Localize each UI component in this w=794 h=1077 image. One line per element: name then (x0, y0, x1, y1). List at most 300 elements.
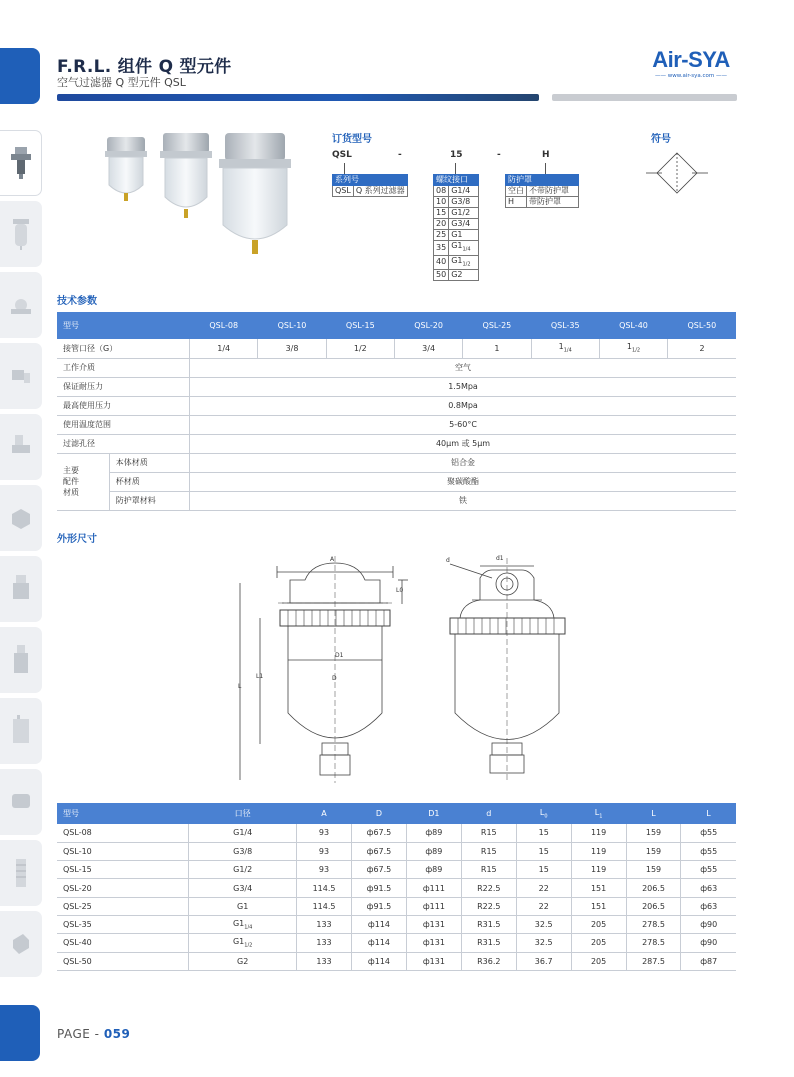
filter-icon (9, 216, 33, 252)
cell-main: QSL-15 (63, 865, 92, 875)
cell-main: 133 (316, 938, 332, 948)
category-tab-accessory[interactable] (0, 911, 42, 977)
spec-material-row (57, 472, 736, 491)
spec-row (57, 434, 736, 453)
table-cell (297, 897, 352, 915)
table-cell (297, 934, 352, 952)
table-cell (189, 842, 297, 860)
page-number-value: 059 (103, 1027, 131, 1041)
cell-main: ф111 (422, 883, 445, 893)
category-tab-manifold[interactable] (0, 485, 42, 551)
spec-row-label: 最高使用压力 (57, 396, 190, 415)
table-cell (681, 861, 736, 879)
table-cell (681, 915, 736, 933)
cell-main: ф87 (700, 956, 718, 966)
table-cell (406, 861, 461, 879)
spec-port (463, 339, 531, 358)
table-cell (571, 879, 626, 897)
table-cell (681, 897, 736, 915)
label-D: D (332, 675, 337, 682)
spec-port (599, 339, 667, 358)
cell-main: ф89 (425, 865, 443, 875)
cell-main: 119 (590, 865, 607, 875)
table-cell (351, 861, 406, 879)
table-cell (516, 915, 571, 933)
spec-row-value: 空气 (190, 358, 736, 377)
guard-table (505, 174, 579, 208)
cell-main: ф91.5 (366, 901, 392, 911)
spec-port-label: 接管口径（G） (57, 339, 190, 358)
front-view-drawing (240, 556, 408, 783)
thread-size (449, 241, 479, 256)
material-value: 铁 (190, 491, 736, 510)
category-tab-filter[interactable] (0, 201, 42, 267)
cell-main: ф111 (422, 901, 445, 911)
table-cell (516, 861, 571, 879)
page-subtitle: 空气过滤器 Q 型元件 QSL (57, 76, 186, 89)
thread-code: 15 (434, 208, 449, 219)
table-cell (406, 952, 461, 970)
spec-model: QSL-10 (258, 312, 326, 339)
series-desc: Q 系列过滤器 (353, 186, 407, 197)
column-main: L (706, 809, 711, 818)
cell-main: QSL-40 (63, 938, 92, 948)
table-cell (571, 952, 626, 970)
cell-main: R22.5 (477, 883, 501, 893)
cell-sub: 1/2 (244, 942, 253, 949)
table-cell (626, 915, 681, 933)
gauge-icon (9, 287, 33, 323)
cell-main: R31.5 (477, 920, 501, 930)
manifold-icon (9, 500, 33, 536)
thread-code: 35 (434, 241, 449, 256)
cell-main: ф91.5 (366, 883, 392, 893)
dimension-header-row (57, 803, 736, 824)
dimension-column-header (516, 803, 571, 824)
column-main: L (651, 809, 656, 818)
spec-row-label: 使用温度范围 (57, 415, 190, 434)
cell-main: G1 (232, 937, 245, 947)
table-cell (57, 934, 189, 952)
ordering-heading: 订货型号 (332, 134, 372, 145)
table-cell (516, 934, 571, 952)
cell-main: G1/2 (233, 865, 253, 875)
cell-main: ф90 (700, 920, 718, 930)
label-D1: D1 (335, 652, 344, 659)
category-tab-cylinder[interactable] (0, 556, 42, 622)
silencer-icon (9, 855, 33, 891)
table-cell (516, 897, 571, 915)
thread-header: 螺纹接口 (434, 175, 479, 186)
thread-size: G1/2 (449, 208, 479, 219)
port-main: 1/4 (217, 343, 231, 353)
table-cell (297, 915, 352, 933)
side-view-drawing (450, 558, 565, 780)
category-tab-valve[interactable] (0, 414, 42, 480)
table-cell (297, 879, 352, 897)
cell-main: 159 (645, 828, 662, 838)
sidebar-bottom-marker (0, 1005, 40, 1061)
dimension-table (57, 803, 736, 971)
cell-main: QSL-35 (63, 920, 92, 930)
table-row (57, 915, 736, 933)
dimensions-heading: 外形尺寸 (57, 534, 97, 545)
cell-main: 22 (538, 901, 549, 911)
cell-main: G3/4 (233, 883, 253, 893)
spec-port (258, 339, 326, 358)
filter-regulator-icon (9, 145, 33, 181)
cell-main: ф114 (367, 956, 390, 966)
cell-main: ф90 (700, 938, 718, 948)
label-d: d (446, 557, 450, 564)
cell-main: R31.5 (477, 938, 501, 948)
thread-size: G3/8 (449, 197, 479, 208)
cell-main: ф114 (367, 920, 390, 930)
series-header: 系列号 (333, 175, 408, 186)
table-cell (516, 952, 571, 970)
category-tab-filter-regulator[interactable] (0, 130, 42, 196)
spec-port (326, 339, 394, 358)
column-main: 口径 (234, 809, 251, 818)
series-table (332, 174, 408, 197)
table-cell (461, 861, 516, 879)
column-main: d (486, 809, 492, 818)
guard-code: 空白 (506, 186, 527, 197)
cell-main: ф67.5 (366, 865, 392, 875)
code-series: QSL (332, 150, 352, 160)
thread-size-sub: 1/2 (462, 261, 471, 268)
table-cell (571, 842, 626, 860)
spec-row-value: 40μm 或 5μm (190, 434, 736, 453)
page-prefix: PAGE - (57, 1027, 104, 1041)
cell-main: 32.5 (534, 938, 553, 948)
thread-size-main: G1 (451, 241, 463, 250)
page-number (57, 1027, 130, 1041)
material-group-line: 材质 (63, 488, 79, 497)
cell-main: 278.5 (642, 920, 665, 930)
dimension-drawing (230, 548, 590, 788)
column-main: 型号 (63, 809, 79, 818)
table-cell (406, 824, 461, 842)
spec-model: QSL-50 (668, 312, 736, 339)
cell-main: 15 (538, 846, 549, 856)
brand-url: —— www.air-sya.com —— (654, 73, 727, 79)
spec-model: QSL-35 (531, 312, 599, 339)
series-code: QSL (333, 186, 354, 197)
cell-main: 278.5 (642, 938, 665, 948)
actuator-icon (9, 713, 33, 749)
spec-row-value: 0.8Mpa (190, 396, 736, 415)
spec-port-row (57, 339, 736, 358)
cell-main: 205 (590, 920, 607, 930)
cell-main: G1/4 (233, 828, 253, 838)
accessory-icon (9, 926, 33, 962)
table-cell (189, 824, 297, 842)
table-cell (461, 897, 516, 915)
guard-desc: 不带防护罩 (527, 186, 579, 197)
table-cell (189, 897, 297, 915)
spec-model: QSL-20 (394, 312, 462, 339)
category-tab-solenoid[interactable] (0, 627, 42, 693)
table-cell (571, 934, 626, 952)
table-cell (57, 842, 189, 860)
cell-main: ф114 (367, 938, 390, 948)
thread-size: G2 (449, 270, 479, 281)
code-connector (455, 163, 456, 174)
cell-main: 119 (590, 846, 607, 856)
spec-row-label: 工作介质 (57, 358, 190, 377)
guard-desc: 带防护罩 (527, 197, 579, 208)
spec-header-row (57, 312, 736, 339)
port-main: 1 (626, 342, 633, 352)
sidebar-top-marker (0, 48, 40, 104)
code-dash-2: - (497, 150, 501, 160)
label-L0: L0 (396, 587, 404, 594)
cell-main: ф131 (422, 956, 445, 966)
table-cell (57, 824, 189, 842)
table-cell (406, 879, 461, 897)
column-sub: 0 (544, 813, 548, 820)
cell-main: 93 (318, 828, 330, 838)
cell-main: 151 (590, 901, 607, 911)
dimension-table-body (57, 824, 736, 970)
thread-size (449, 255, 479, 270)
cell-main: 114.5 (312, 883, 336, 893)
table-row (57, 824, 736, 842)
brand-name: Air-SYA (652, 47, 730, 72)
table-cell (57, 897, 189, 915)
thread-size: G1/4 (449, 186, 479, 197)
table-cell (189, 879, 297, 897)
thread-code: 25 (434, 230, 449, 241)
cell-main: 15 (538, 865, 549, 875)
spec-port (394, 339, 462, 358)
spec-material-row (57, 491, 736, 510)
column-main: L (594, 807, 600, 817)
cell-main: 133 (316, 956, 332, 966)
thread-code: 20 (434, 219, 449, 230)
table-cell (681, 842, 736, 860)
table-cell (681, 952, 736, 970)
category-tab-gauge[interactable] (0, 272, 42, 338)
column-main: A (321, 809, 327, 818)
table-cell (406, 842, 461, 860)
cell-main: ф89 (425, 828, 443, 838)
table-cell (626, 897, 681, 915)
cell-main: ф131 (422, 920, 445, 930)
table-cell (681, 824, 736, 842)
table-cell (297, 842, 352, 860)
table-cell (351, 934, 406, 952)
table-cell (406, 915, 461, 933)
thread-size-main: G1 (451, 255, 463, 265)
category-tab-silencer[interactable] (0, 840, 42, 906)
cell-main: 114.5 (312, 901, 336, 911)
spec-row (57, 415, 736, 434)
cell-main: QSL-20 (63, 883, 92, 893)
product-photos (95, 125, 325, 275)
thread-code: 50 (434, 270, 449, 281)
label-L: L (238, 683, 242, 690)
table-cell (626, 934, 681, 952)
table-cell (57, 861, 189, 879)
cell-main: ф55 (700, 865, 718, 875)
table-cell (351, 952, 406, 970)
spec-row-value: 5-60°C (190, 415, 736, 434)
spec-model: QSL-40 (599, 312, 667, 339)
column-main: L (539, 807, 545, 817)
material-label: 防护罩材料 (109, 491, 189, 510)
spec-row-value: 1.5Mpa (190, 377, 736, 396)
table-cell (297, 952, 352, 970)
cell-main: QSL-08 (63, 828, 92, 838)
brand-logo (645, 47, 737, 79)
table-row (57, 934, 736, 952)
cell-main: 93 (318, 846, 330, 856)
cell-main: R36.2 (477, 956, 501, 966)
thread-size-sub: 1/4 (462, 246, 471, 253)
filter-small-photo (105, 137, 147, 201)
cell-main: ф63 (700, 883, 718, 893)
guard-header: 防护罩 (506, 175, 579, 186)
column-main: D1 (428, 809, 440, 818)
category-tab-actuator[interactable] (0, 698, 42, 764)
cell-main: R15 (480, 846, 497, 856)
cell-main: 159 (645, 846, 662, 856)
table-cell (406, 934, 461, 952)
header-bar-gray (552, 94, 737, 101)
table-cell (516, 824, 571, 842)
label-d1: d1 (496, 555, 504, 562)
spec-row-label: 过滤孔径 (57, 434, 190, 453)
table-cell (516, 879, 571, 897)
cell-main: ф67.5 (366, 828, 392, 838)
table-cell (461, 824, 516, 842)
table-cell (351, 915, 406, 933)
material-label: 杯材质 (109, 472, 189, 491)
cell-main: 22 (538, 883, 549, 893)
cell-main: 205 (590, 938, 607, 948)
table-cell (351, 842, 406, 860)
spec-row (57, 358, 736, 377)
fitting-icon (9, 358, 33, 394)
cell-main: 15 (538, 828, 549, 838)
table-cell (57, 879, 189, 897)
cell-main: QSL-50 (63, 956, 92, 966)
cell-main: R15 (480, 865, 497, 875)
dimension-column-header (626, 803, 681, 824)
material-group-line: 配件 (63, 477, 79, 486)
table-cell (681, 934, 736, 952)
table-cell (297, 824, 352, 842)
table-cell (626, 879, 681, 897)
page-title: F.R.L. 组件 Q 型元件 (57, 57, 232, 77)
category-tab-fitting[interactable] (0, 343, 42, 409)
table-cell (57, 952, 189, 970)
spec-port (190, 339, 258, 358)
column-sub: 1 (599, 813, 603, 820)
cell-main: ф131 (422, 938, 445, 948)
table-cell (189, 861, 297, 879)
slide-icon (9, 784, 33, 820)
cell-main: 36.7 (534, 956, 553, 966)
specs-heading: 技术参数 (57, 296, 97, 307)
table-cell (626, 824, 681, 842)
table-row (57, 879, 736, 897)
cell-main: 32.5 (534, 920, 553, 930)
table-cell (57, 915, 189, 933)
cell-main: 205 (590, 956, 607, 966)
table-cell (297, 861, 352, 879)
dimension-column-header (571, 803, 626, 824)
filter-symbol-icon (646, 150, 708, 196)
table-cell (626, 842, 681, 860)
material-value: 铝合金 (190, 453, 736, 472)
table-row (57, 897, 736, 915)
table-cell (571, 861, 626, 879)
table-cell (571, 897, 626, 915)
cell-main: 151 (590, 883, 607, 893)
table-cell (461, 842, 516, 860)
code-dash-1: - (398, 150, 402, 160)
dimension-column-header (461, 803, 516, 824)
spec-model: QSL-25 (463, 312, 531, 339)
code-thread: 15 (450, 150, 463, 160)
cell-main: R15 (480, 828, 497, 838)
filter-large-photo (219, 133, 291, 254)
code-connector (344, 163, 345, 174)
port-main: 3/8 (285, 343, 299, 353)
column-main: D (375, 809, 383, 818)
cell-main: 119 (590, 828, 607, 838)
table-cell (571, 915, 626, 933)
table-row (57, 861, 736, 879)
table-cell (681, 879, 736, 897)
cell-main: ф63 (700, 901, 718, 911)
spec-row-label: 保证耐压力 (57, 377, 190, 396)
spec-model: QSL-15 (326, 312, 394, 339)
table-cell (351, 879, 406, 897)
dimension-column-header (406, 803, 461, 824)
filter-medium-photo (160, 133, 212, 218)
table-cell (406, 897, 461, 915)
table-cell (571, 824, 626, 842)
spec-port (531, 339, 599, 358)
port-main: 3/4 (422, 343, 436, 353)
table-cell (516, 842, 571, 860)
cell-main: QSL-10 (63, 846, 92, 856)
spec-model-label: 型号 (57, 312, 190, 339)
spec-row (57, 396, 736, 415)
valve-icon (9, 429, 33, 465)
thread-size: G1 (449, 230, 479, 241)
dimension-column-header (297, 803, 352, 824)
cell-main: ф55 (700, 846, 718, 856)
cell-main: G3/8 (233, 846, 253, 856)
thread-size: G3/4 (449, 219, 479, 230)
cell-main: R22.5 (477, 901, 501, 911)
solenoid-icon (9, 642, 33, 678)
port-main: 2 (699, 343, 705, 353)
table-cell (626, 952, 681, 970)
thread-code: 08 (434, 186, 449, 197)
category-tab-slide[interactable] (0, 769, 42, 835)
table-row (57, 952, 736, 970)
cell-main: 133 (316, 920, 332, 930)
category-sidebar (0, 130, 42, 982)
label-L1: L1 (256, 673, 264, 680)
table-cell (461, 879, 516, 897)
